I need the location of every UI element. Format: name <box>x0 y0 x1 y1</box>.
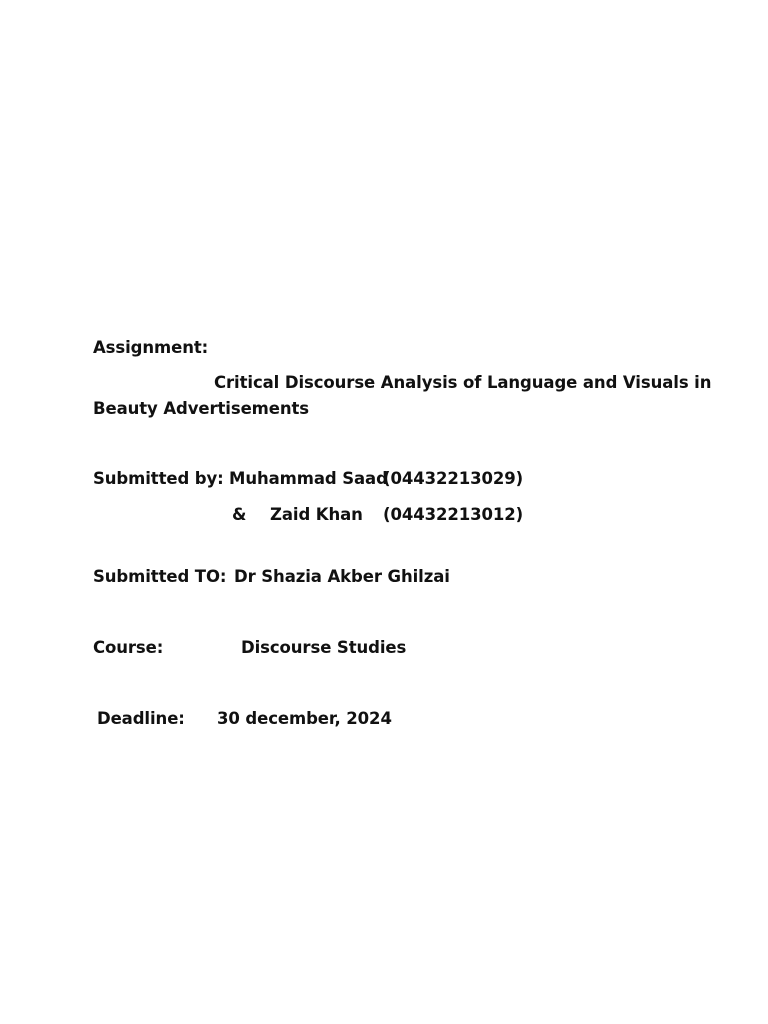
deadline-label: Deadline: <box>97 709 185 728</box>
course-label: Course: <box>93 638 164 657</box>
submitted-to-value: Dr Shazia Akber Ghilzai <box>234 567 450 586</box>
submitted-to-label: Submitted TO: <box>93 567 227 586</box>
submitted-by-label: Submitted by: <box>93 469 224 488</box>
student1-id: (04432213029) <box>383 469 524 488</box>
deadline-value: 30 december, 2024 <box>217 709 392 728</box>
course-value: Discourse Studies <box>241 638 407 657</box>
ampersand: & <box>232 505 247 524</box>
assignment-label: Assignment: <box>93 338 209 357</box>
assignment-title-line2: Beauty Advertisements <box>93 399 309 418</box>
student2-id: (04432213012) <box>383 505 524 524</box>
student2-name: Zaid Khan <box>270 505 363 524</box>
student1-name: Muhammad Saad <box>229 469 388 488</box>
assignment-title-line1: Critical Discourse Analysis of Language and Visuals in <box>214 373 712 392</box>
